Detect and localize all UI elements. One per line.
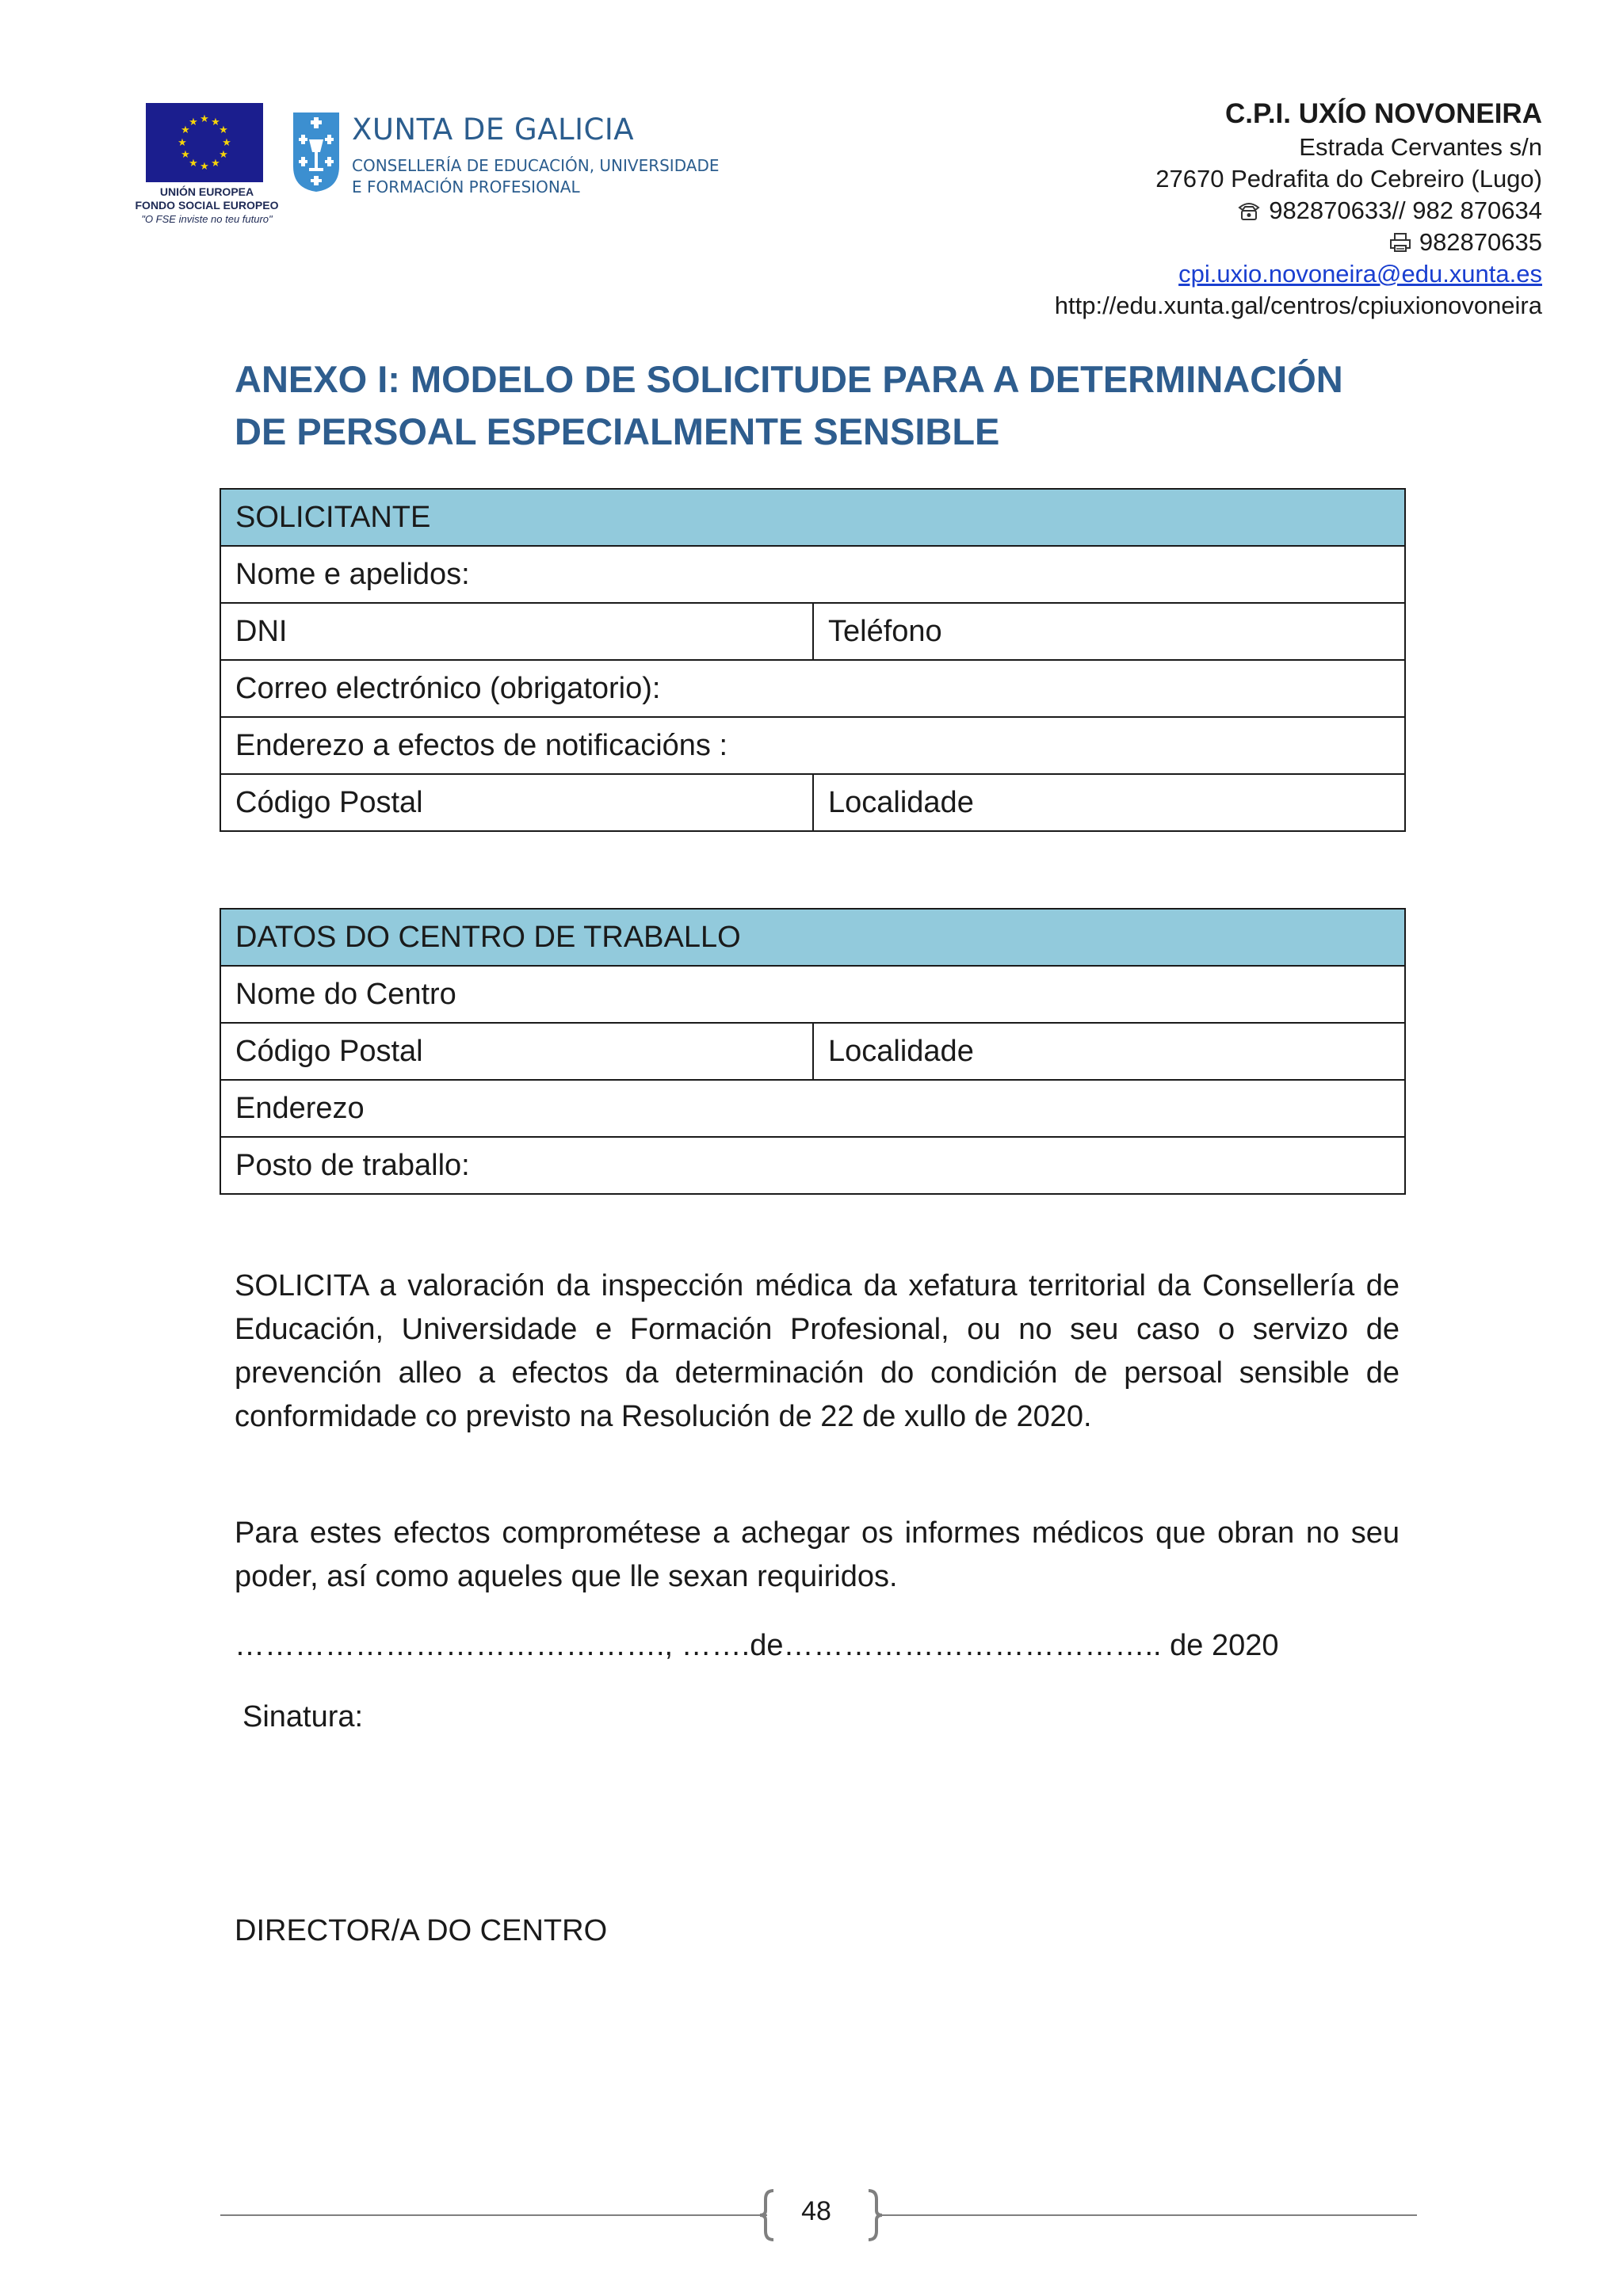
- xunta-shield-icon: [292, 111, 341, 193]
- workplace-name-field[interactable]: Nome do Centro: [220, 966, 1405, 1023]
- right-bracket-icon: [865, 2188, 884, 2242]
- workplace-heading: DATOS DO CENTRO DE TRABALLO: [220, 909, 1405, 966]
- eu-line2: FONDO SOCIAL EUROPEO: [135, 199, 279, 212]
- school-info: [908, 97, 1542, 322]
- applicant-dni-field[interactable]: DNI: [220, 603, 813, 660]
- school-address2: 27670 Pedrafita do Cebreiro (Lugo): [1155, 165, 1542, 193]
- applicant-email-field[interactable]: Correo electrónico (obrigatorio):: [220, 660, 1405, 717]
- applicant-name-field[interactable]: Nome e apelidos:: [220, 546, 1405, 603]
- svg-text:★: ★: [189, 116, 198, 128]
- eu-logo: [125, 103, 288, 231]
- applicant-heading: SOLICITANTE: [220, 489, 1405, 546]
- xunta-logo: [292, 111, 720, 198]
- school-email-link[interactable]: cpi.uxio.novoneira@edu.xunta.es: [1178, 260, 1542, 288]
- workplace-address-field[interactable]: Enderezo: [220, 1080, 1405, 1137]
- title-line1: ANEXO I: MODELO DE SOLICITUDE PARA A DETERMINACIÓN: [235, 358, 1343, 400]
- xunta-subtitle: [352, 155, 719, 198]
- svg-text:★: ★: [211, 116, 220, 128]
- school-web: http://edu.xunta.gal/centros/cpiuxionovoneira: [1054, 292, 1542, 319]
- workplace-post-field[interactable]: Posto de traballo:: [220, 1137, 1405, 1194]
- svg-text:★: ★: [189, 158, 198, 170]
- phone-icon: [1237, 200, 1261, 221]
- director-label: DIRECTOR/A DO CENTRO: [235, 1914, 608, 1947]
- applicant-phone-field[interactable]: Teléfono: [813, 603, 1405, 660]
- workplace-postal-code-field[interactable]: Código Postal: [220, 1023, 813, 1080]
- svg-text:★: ★: [181, 124, 190, 136]
- xunta-title: XUNTA DE GALICIA: [352, 113, 635, 147]
- school-fax-row: [908, 227, 1542, 258]
- footer-rule-left: [220, 2214, 767, 2216]
- document-title: [235, 353, 1407, 458]
- svg-text:★: ★: [181, 149, 190, 161]
- applicant-postal-code-field[interactable]: Código Postal: [220, 774, 813, 831]
- request-paragraph: SOLICITA a valoración da inspección médica da xefatura territorial da Consellería de Educación, Universidade e Formación Profesional, ou no seu caso o servizo de prevención alleo a efectos da determinación do condición de persoal sensible de conformidade co previsto na Resolución de 22 de xullo de 2020.: [235, 1269, 1400, 1433]
- svg-text:★: ★: [178, 137, 187, 149]
- school-fax: 982870635: [1419, 228, 1542, 256]
- footer-rule-right: [878, 2214, 1417, 2216]
- workplace-locality-field[interactable]: Localidade: [813, 1023, 1405, 1080]
- svg-text:★: ★: [219, 124, 228, 136]
- date-line[interactable]: ……………………………………., …….de……………………………….. de 2020: [235, 1629, 1279, 1662]
- svg-text:★: ★: [219, 149, 228, 161]
- fax-icon: [1389, 232, 1411, 253]
- signature-label: Sinatura:: [242, 1700, 364, 1733]
- eu-line1: UNIÓN EUROPEA: [159, 185, 254, 198]
- applicant-table: [220, 488, 1406, 832]
- title-line2: DE PERSOAL ESPECIALMENTE SENSIBLE: [235, 410, 1000, 452]
- school-address1: Estrada Cervantes s/n: [1299, 133, 1542, 161]
- xunta-sub2: E FORMACIÓN PROFESIONAL: [352, 177, 580, 196]
- svg-text:★: ★: [222, 137, 231, 149]
- applicant-address-field[interactable]: Enderezo a efectos de notificacións :: [220, 717, 1405, 774]
- eu-flag-icon: [146, 103, 263, 182]
- svg-text:★: ★: [200, 113, 209, 125]
- school-phone: 982870633// 982 870634: [1269, 196, 1542, 224]
- svg-text:★: ★: [211, 158, 220, 170]
- svg-text:★: ★: [200, 161, 209, 173]
- school-phone-row: [908, 195, 1542, 227]
- eu-tagline: "O FSE inviste no teu futuro": [141, 213, 273, 225]
- commitment-paragraph: Para estes efectos comprométese a achegar os informes médicos que obran no seu poder, así como aqueles que lle sexan requiridos.: [235, 1516, 1400, 1593]
- left-bracket-icon: [758, 2188, 777, 2242]
- workplace-table: [220, 908, 1406, 1195]
- page-number: 48: [801, 2196, 831, 2226]
- xunta-sub1: CONSELLERÍA DE EDUCACIÓN, UNIVERSIDADE: [352, 156, 720, 175]
- applicant-locality-field[interactable]: Localidade: [813, 774, 1405, 831]
- school-name: C.P.I. UXÍO NOVONEIRA: [1225, 98, 1542, 129]
- eu-logo-text: [125, 185, 288, 226]
